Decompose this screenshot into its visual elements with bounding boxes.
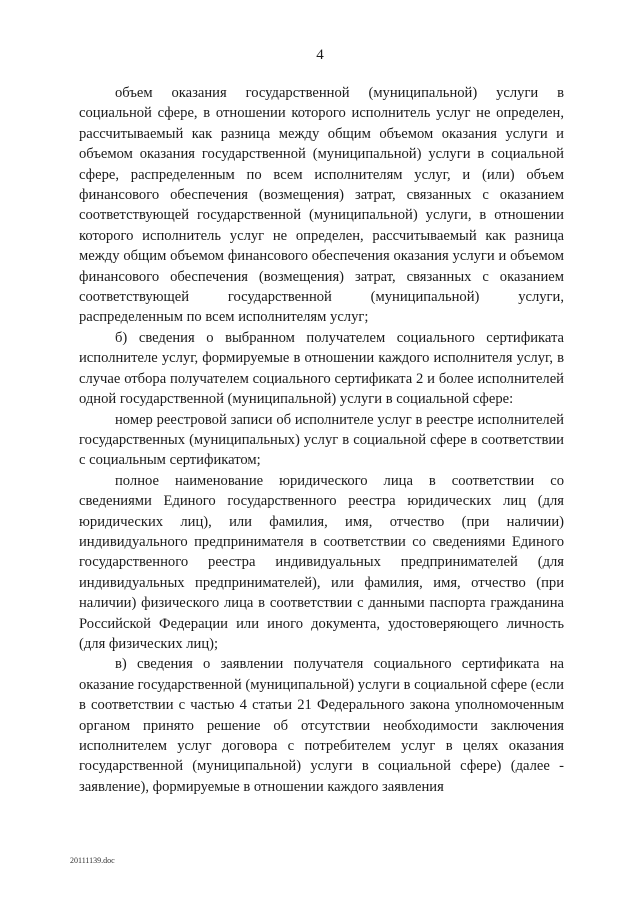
page-number: 4 bbox=[316, 47, 324, 63]
paragraph-volume: объем оказания государственной (муниципальной) услуги в социальной сфере, в отношении которого исполнитель услуг не определен, рассчитываемый как разница между общим объемом оказания услуги и объемом оказания государственной (муниципальной) услуги в социальной сфере, распределенным по всем исполнителям услуг, и (или) объем финансового обеспечения (возмещения) затрат, связанных с оказанием соответствующей государственной (муниципальной) услуги, в отношении которого исполнитель услуг не определен, рассчитываемый как разница между общим объемом финансового обеспечения оказания услуги и объемом финансового обеспечения (возмещения) затрат, связанных с оказанием соответствующей государственной (муниципальной) услуги, распределенным по всем исполнителям услуг; bbox=[79, 85, 564, 326]
document-body bbox=[79, 83, 564, 797]
footer-filename: 20111139.doc bbox=[70, 856, 115, 865]
paragraph-b-contractor-info: б) сведения о выбранном получателем социального сертификата исполнителе услуг, формируемые в отношении каждого исполнителя услуг, в случае отбора получателем социального сертификата 2 и более исполнителей одной государственной (муниципальной) услуги в социальной сфере: bbox=[79, 329, 564, 408]
paragraph-full-name: полное наименование юридического лица в соответствии со сведениями Единого государственного реестра юридических лиц (для юридических лиц), или фамилия, имя, отчество (при наличии) индивидуального предпринимателя в соответствии со сведениями Единого государственного реестра индивидуальных предпринимателей (для индивидуальных предпринимателей), или фамилия, имя, отчество (при наличии) физического лица в соответствии с данными паспорта гражданина Российской Федерации или иного документа, удостоверяющего личность (для физических лиц); bbox=[79, 472, 564, 652]
paragraph-registry-number: номер реестровой записи об исполнителе услуг в реестре исполнителей государственных (муниципальных) услуг в социальной сфере в соответствии с социальным сертификатом; bbox=[79, 411, 564, 469]
paragraph-v-application-info: в) сведения о заявлении получателя социального сертификата на оказание государственной (муниципальной) услуги в социальной сфере (если в соответствии с частью 4 статьи 21 Федерального закона уполномоченным органом принято решение об отсутствии необходимости заключения исполнителем услуг договора с потребителем услуг в целях оказания государственной (муниципальной) услуги в социальной сфере) (далее - заявление), формируемые в отношении каждого заявления bbox=[79, 656, 564, 795]
